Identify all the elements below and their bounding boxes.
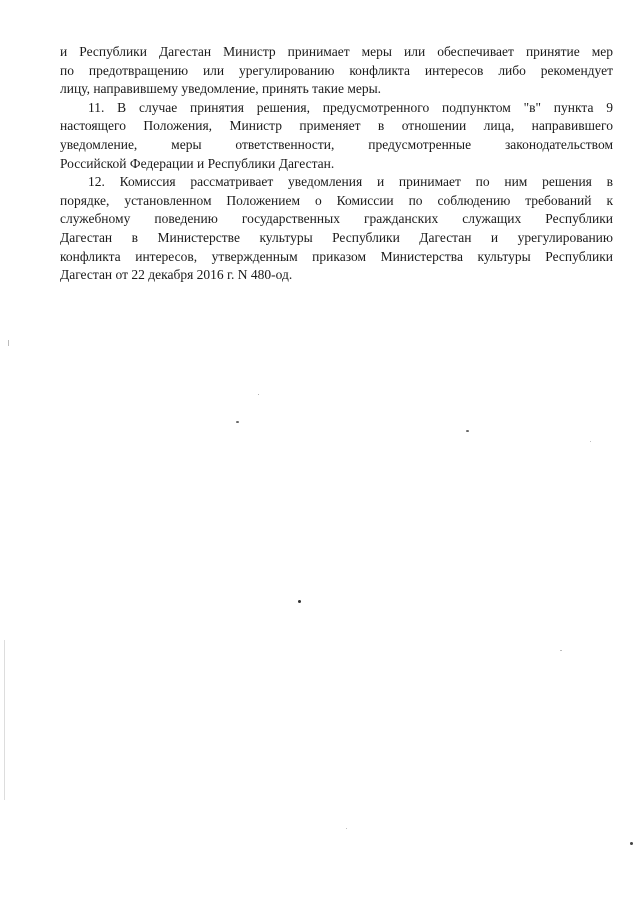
document-body	[60, 43, 613, 285]
paragraph-12	[60, 173, 613, 285]
text-line: уведомление, меры ответственности, предусмотренные законодательством	[60, 136, 613, 152]
text-line: Российской Федерации и Республики Дагестан.	[60, 155, 335, 171]
text-line: и Республики Дагестан Министр принимает меры или обеспечивает принятие мер	[60, 44, 613, 59]
scan-edge-mark	[8, 340, 9, 346]
scan-speck	[560, 650, 562, 651]
text-line: Дагестан от 22 декабря 2016 г. N 480-од.	[60, 267, 293, 283]
scan-edge-mark	[4, 640, 5, 800]
text-line: служебному поведению государственных гражданских служащих Республики	[60, 211, 613, 227]
scan-speck	[630, 842, 633, 845]
scan-speck	[236, 421, 239, 423]
paragraph-continuation	[60, 43, 613, 99]
scan-speck	[258, 394, 259, 395]
scan-speck	[590, 441, 591, 442]
scan-speck	[466, 430, 469, 432]
text-line: 12. Комиссия рассматривает уведомления и принимает по ним решения в	[88, 174, 613, 190]
text-line: 11. В случае принятия решения, предусмотренного подпунктом "в" пункта 9	[88, 99, 613, 115]
text-line: Дагестан в Министерстве культуры Республики Дагестан и урегулированию	[60, 229, 613, 245]
scan-speck	[346, 828, 347, 829]
text-line: настоящего Положения, Министр применяет в отношении лица, направившего	[60, 118, 613, 134]
text-line: порядке, установленном Положением о Комиссии по соблюдению требований к	[60, 192, 613, 208]
text-line: по предотвращению или урегулированию конфликта интересов либо рекомендует	[60, 62, 613, 78]
text-line: конфликта интересов, утвержденным приказом Министерства культуры Республики	[60, 248, 613, 264]
paragraph-11	[60, 99, 613, 173]
text-line: лицу, направившему уведомление, принять такие меры.	[60, 81, 382, 97]
scan-speck	[298, 600, 301, 603]
